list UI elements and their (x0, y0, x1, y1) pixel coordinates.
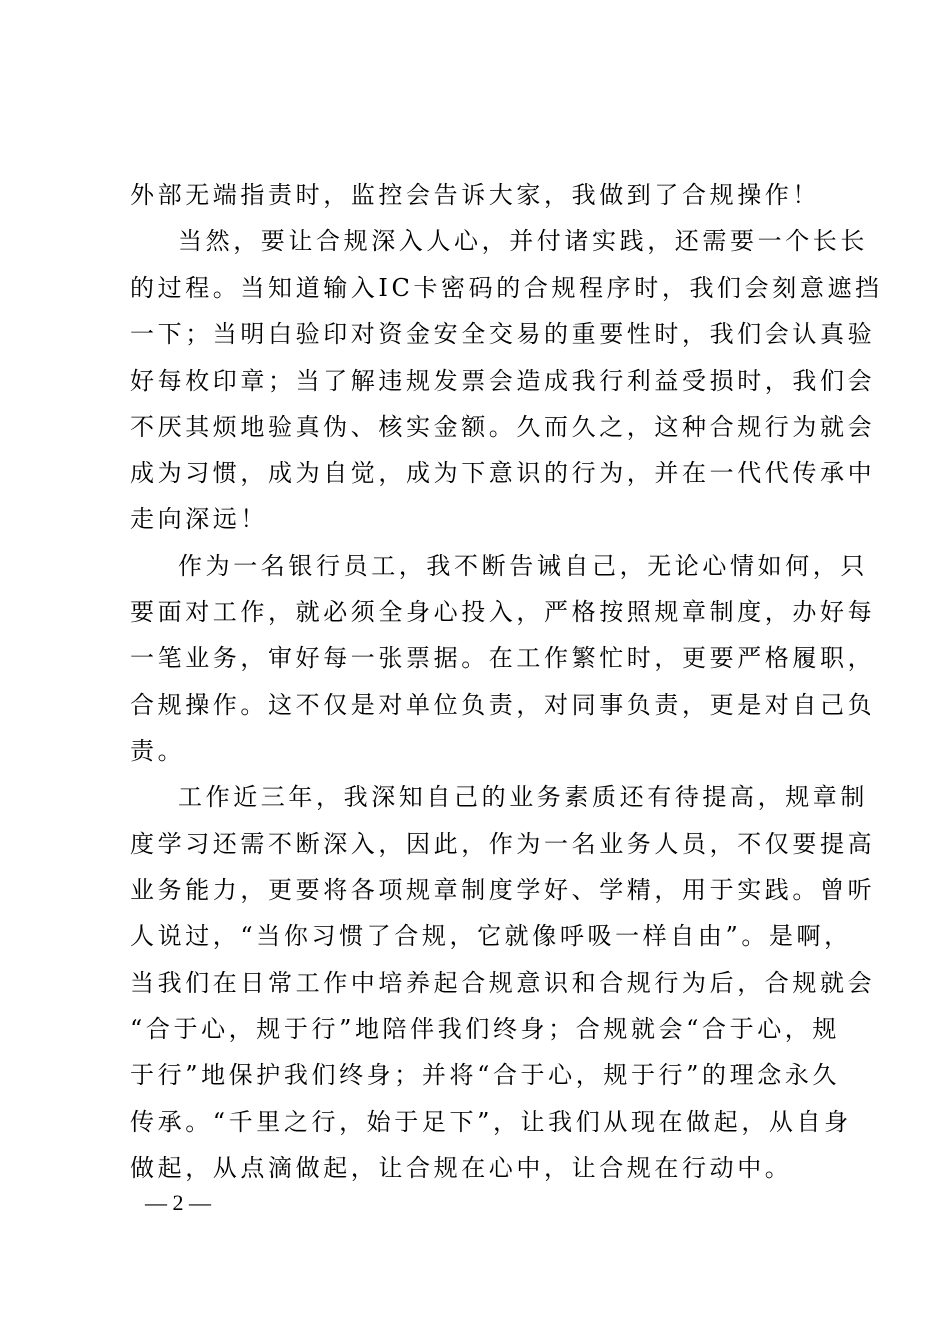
text-line: 合规操作。这不仅是对单位负责，对同事负责，更是对自己负 (130, 691, 876, 719)
text-line: 业务能力，更要将各项规章制度学好、学精，用于实践。曾听 (130, 876, 876, 904)
text-line: “合于心，规于行”地陪伴我们终身；合规就会“合于心，规 (130, 1015, 841, 1043)
paragraph-3-first-line: 工作近三年，我深知自己的业务素质还有待提高，规章制 (178, 783, 868, 811)
text-line: 人说过，“当你习惯了合规，它就像呼吸一样自由”。是啊， (130, 922, 852, 950)
text-line: 度学习还需不断深入，因此，作为一名业务人员，不仅要提高 (130, 830, 876, 858)
text-line: 一笔业务，审好每一张票据。在工作繁忙时，更要严格履职， (130, 644, 876, 672)
text-line: 要面对工作，就必须全身心投入，严格按照规章制度，办好每 (130, 598, 876, 626)
paragraph-1-first-line: 当然，要让合规深入人心，并付诸实践，还需要一个长长 (178, 227, 868, 255)
text-line: 的过程。当知道输入IC卡密码的合规程序时，我们会刻意遮挡 (130, 274, 883, 302)
text-line: 做起，从点滴做起，让合规在心中，让合规在行动中。 (130, 1154, 793, 1182)
paragraph-2-first-line: 作为一名银行员工，我不断告诫自己，无论心情如何，只 (178, 552, 868, 580)
page-number: — 2 — (145, 1190, 211, 1215)
text-line: 不厌其烦地验真伪、核实金额。久而久之，这种合规行为就会 (130, 413, 876, 441)
text-line: 于行”地保护我们终身；并将“合于心，规于行”的理念永久 (130, 1061, 841, 1089)
text-line: 成为习惯，成为自觉，成为下意识的行为，并在一代代传承中 (130, 459, 876, 487)
text-line: 走向深远！ (130, 505, 268, 533)
text-line: 传承。“千里之行，始于足下”，让我们从现在做起，从自身 (130, 1108, 852, 1136)
text-line: 当我们在日常工作中培养起合规意识和合规行为后，合规就会 (130, 969, 876, 997)
text-line: 责。 (130, 737, 186, 765)
text-line: 好每枚印章；当了解违规发票会造成我行利益受损时，我们会 (130, 367, 876, 395)
text-line: 一下；当明白验印对资金安全交易的重要性时，我们会认真验 (130, 320, 876, 348)
text-line: 外部无端指责时，监控会告诉大家，我做到了合规操作！ (130, 181, 820, 209)
